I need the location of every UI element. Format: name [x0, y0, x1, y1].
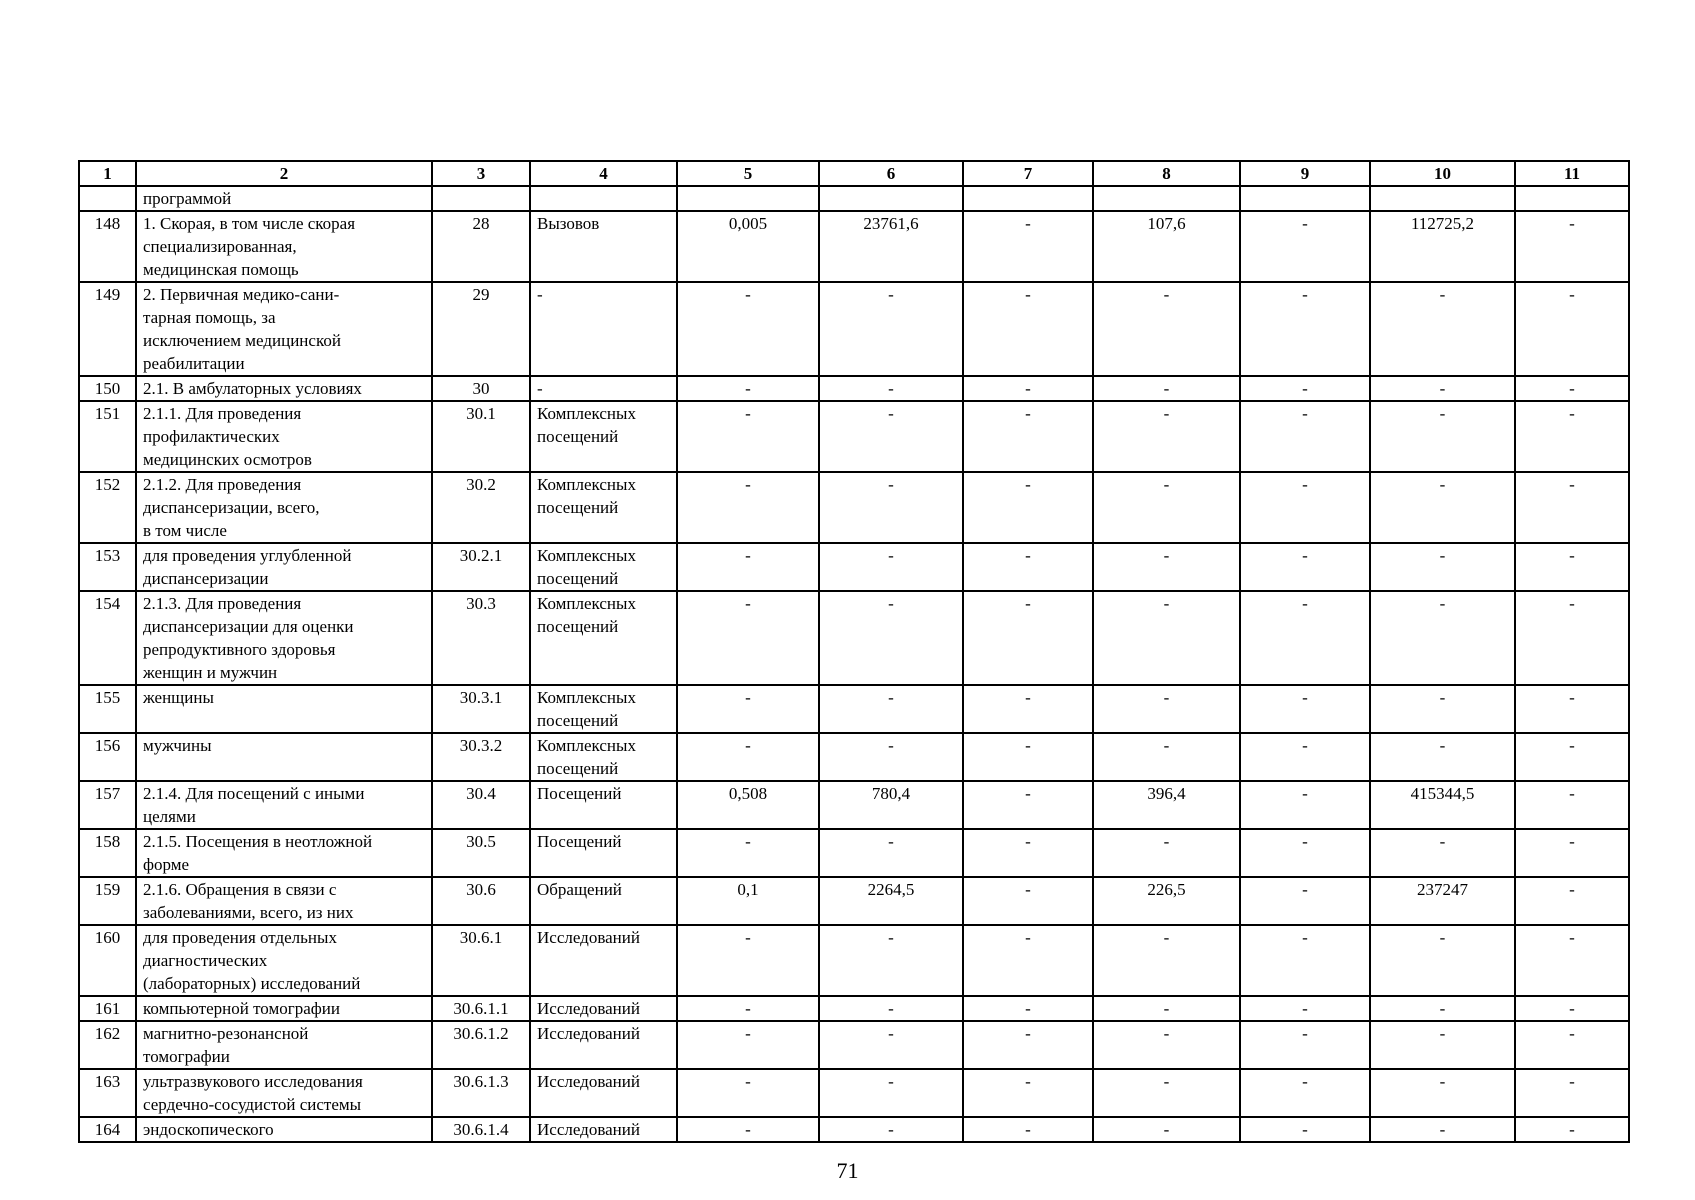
- cell-col5: -: [677, 282, 819, 376]
- indicator-name: 2. Первичная медико-сани- тарная помощь, за исключением медицинской реабилитации: [136, 282, 432, 376]
- cell-col7: -: [963, 1117, 1093, 1142]
- table-row: [79, 1117, 1629, 1142]
- indicator-name: мужчины: [136, 733, 432, 781]
- cell-col5: 0,508: [677, 781, 819, 829]
- cell-col6: -: [819, 472, 963, 543]
- row-number: 152: [79, 472, 136, 543]
- cell-col11: -: [1515, 376, 1629, 401]
- cell-col5: -: [677, 829, 819, 877]
- cell-col10: -: [1370, 543, 1515, 591]
- table-row: [79, 829, 1629, 877]
- row-code: 29: [432, 282, 530, 376]
- cell-col8: -: [1093, 925, 1240, 996]
- cell-col7: -: [963, 376, 1093, 401]
- cell-col5: -: [677, 376, 819, 401]
- cell-col8: -: [1093, 1021, 1240, 1069]
- col-header-10: 10: [1370, 161, 1515, 186]
- cell-col8: -: [1093, 1117, 1240, 1142]
- table-row: [79, 472, 1629, 543]
- cell-col7: -: [963, 1021, 1093, 1069]
- cell-col11: -: [1515, 543, 1629, 591]
- table-row: [79, 781, 1629, 829]
- unit-of-measure: Вызовов: [530, 211, 677, 282]
- cell-col6: -: [819, 1117, 963, 1142]
- unit-of-measure: Исследований: [530, 925, 677, 996]
- cell-col8: -: [1093, 376, 1240, 401]
- unit-of-measure: Исследований: [530, 996, 677, 1021]
- cell-col5: -: [677, 733, 819, 781]
- cell-col5: -: [677, 996, 819, 1021]
- indicator-name: ультразвукового исследования сердечно-сосудистой системы: [136, 1069, 432, 1117]
- cell-col8: -: [1093, 733, 1240, 781]
- row-number: 159: [79, 877, 136, 925]
- unit-of-measure: Комплексных посещений: [530, 543, 677, 591]
- unit-of-measure: Комплексных посещений: [530, 685, 677, 733]
- cell-col6: -: [819, 685, 963, 733]
- cell-col9: -: [1240, 472, 1370, 543]
- table-row: [79, 211, 1629, 282]
- cell-col6: -: [819, 733, 963, 781]
- row-number: 149: [79, 282, 136, 376]
- row-number: 151: [79, 401, 136, 472]
- row-code: 30.3.1: [432, 685, 530, 733]
- row-code: 30.6.1.3: [432, 1069, 530, 1117]
- cell-col5: -: [677, 1069, 819, 1117]
- table-row: [79, 996, 1629, 1021]
- cell-col8: -: [1093, 591, 1240, 685]
- row-number: 160: [79, 925, 136, 996]
- cell-col9: -: [1240, 733, 1370, 781]
- table-row: [79, 376, 1629, 401]
- table-row: [79, 401, 1629, 472]
- indicator-name: для проведения углубленной диспансеризации: [136, 543, 432, 591]
- cell-col5: 0,1: [677, 877, 819, 925]
- cell-col9: -: [1240, 996, 1370, 1021]
- cell-col8: -: [1093, 543, 1240, 591]
- col-header-1: 1: [79, 161, 136, 186]
- col-header-2: 2: [136, 161, 432, 186]
- cell-col6: 23761,6: [819, 211, 963, 282]
- table-row: [79, 733, 1629, 781]
- cell-col9: -: [1240, 282, 1370, 376]
- cell-col10: -: [1370, 1117, 1515, 1142]
- col-header-7: 7: [963, 161, 1093, 186]
- unit-of-measure: Посещений: [530, 829, 677, 877]
- row-code: 30.2: [432, 472, 530, 543]
- col-header-5: 5: [677, 161, 819, 186]
- cell-col5: -: [677, 591, 819, 685]
- cell-col11: -: [1515, 282, 1629, 376]
- indicator-name: 2.1.5. Посещения в неотложной форме: [136, 829, 432, 877]
- unit-of-measure: Обращений: [530, 877, 677, 925]
- cell-col11: -: [1515, 781, 1629, 829]
- indicator-name: 2.1.1. Для проведения профилактических медицинских осмотров: [136, 401, 432, 472]
- row-code: 30.5: [432, 829, 530, 877]
- continuation-row: [79, 186, 1629, 211]
- indicator-name: для проведения отдельных диагностических (лабораторных) исследований: [136, 925, 432, 996]
- cell-col7: -: [963, 781, 1093, 829]
- cell-col6: -: [819, 1021, 963, 1069]
- cell-col10: -: [1370, 401, 1515, 472]
- indicator-name: женщины: [136, 685, 432, 733]
- cell-col9: -: [1240, 1117, 1370, 1142]
- cell-col7: -: [963, 685, 1093, 733]
- row-number: 154: [79, 591, 136, 685]
- cell-col6: -: [819, 376, 963, 401]
- row-number: 164: [79, 1117, 136, 1142]
- row-code: 30: [432, 376, 530, 401]
- table-row: [79, 591, 1629, 685]
- cell-col6: -: [819, 591, 963, 685]
- row-number: 161: [79, 996, 136, 1021]
- indicator-name: 2.1.6. Обращения в связи с заболеваниями, всего, из них: [136, 877, 432, 925]
- cell-col9: -: [1240, 591, 1370, 685]
- cell-col8: -: [1093, 829, 1240, 877]
- cell-col10: -: [1370, 1069, 1515, 1117]
- cell-col7: -: [963, 282, 1093, 376]
- row-code: 30.6: [432, 877, 530, 925]
- cell-col10: -: [1370, 376, 1515, 401]
- page-number: 71: [836, 1158, 859, 1183]
- cell-col6: -: [819, 1069, 963, 1117]
- cell-col10: 112725,2: [1370, 211, 1515, 282]
- cell-col8: -: [1093, 282, 1240, 376]
- row-code: 30.4: [432, 781, 530, 829]
- table-row: [79, 877, 1629, 925]
- cell-col6: -: [819, 401, 963, 472]
- row-number: 157: [79, 781, 136, 829]
- cell-col10: -: [1370, 996, 1515, 1021]
- row-code: 28: [432, 211, 530, 282]
- cell-col6: -: [819, 282, 963, 376]
- cell-col10: -: [1370, 925, 1515, 996]
- row-number: 148: [79, 211, 136, 282]
- cell-col6: 2264,5: [819, 877, 963, 925]
- unit-of-measure: Комплексных посещений: [530, 401, 677, 472]
- data-table: [78, 160, 1630, 1143]
- table-row: [79, 685, 1629, 733]
- cell-col6: -: [819, 829, 963, 877]
- cell-col10: -: [1370, 472, 1515, 543]
- row-code: 30.6.1.2: [432, 1021, 530, 1069]
- unit-of-measure: Посещений: [530, 781, 677, 829]
- cell-col10: -: [1370, 1021, 1515, 1069]
- cell-col9: -: [1240, 401, 1370, 472]
- table-row: [79, 543, 1629, 591]
- table-row: [79, 1069, 1629, 1117]
- col-header-11: 11: [1515, 161, 1629, 186]
- cell-col5: -: [677, 925, 819, 996]
- cell-col11: -: [1515, 877, 1629, 925]
- table-row: [79, 282, 1629, 376]
- cell-col8: -: [1093, 996, 1240, 1021]
- row-code: 30.3: [432, 591, 530, 685]
- cell-col5: -: [677, 685, 819, 733]
- cell-col7: -: [963, 543, 1093, 591]
- cell-col11: -: [1515, 472, 1629, 543]
- cell-col9: -: [1240, 781, 1370, 829]
- unit-of-measure: Исследований: [530, 1021, 677, 1069]
- cell-col7: -: [963, 211, 1093, 282]
- col-header-8: 8: [1093, 161, 1240, 186]
- header-row: [79, 161, 1629, 186]
- cell-col7: -: [963, 733, 1093, 781]
- indicator-name: 2.1.2. Для проведения диспансеризации, всего, в том числе: [136, 472, 432, 543]
- cell-col7: -: [963, 591, 1093, 685]
- cell-col9: -: [1240, 877, 1370, 925]
- unit-of-measure: -: [530, 282, 677, 376]
- cell-col6: -: [819, 925, 963, 996]
- col-header-3: 3: [432, 161, 530, 186]
- table-row: [79, 925, 1629, 996]
- cell-col11: -: [1515, 996, 1629, 1021]
- cell-col9: -: [1240, 543, 1370, 591]
- cell-col11: -: [1515, 591, 1629, 685]
- row-number: 155: [79, 685, 136, 733]
- unit-of-measure: Комплексных посещений: [530, 472, 677, 543]
- cell-col10: -: [1370, 685, 1515, 733]
- cell-col9: -: [1240, 1021, 1370, 1069]
- unit-of-measure: Исследований: [530, 1117, 677, 1142]
- row-code: 30.6.1.4: [432, 1117, 530, 1142]
- table-row: [79, 1021, 1629, 1069]
- col-header-6: 6: [819, 161, 963, 186]
- indicator-name: магнитно-резонансной томографии: [136, 1021, 432, 1069]
- cell-col11: -: [1515, 733, 1629, 781]
- indicator-name: 2.1.4. Для посещений с иными целями: [136, 781, 432, 829]
- cell-col10: -: [1370, 733, 1515, 781]
- cell-col9: -: [1240, 685, 1370, 733]
- cell-col5: 0,005: [677, 211, 819, 282]
- unit-of-measure: Комплексных посещений: [530, 733, 677, 781]
- cell-col10: -: [1370, 282, 1515, 376]
- cell-col8: 107,6: [1093, 211, 1240, 282]
- cell-col8: -: [1093, 472, 1240, 543]
- col-header-9: 9: [1240, 161, 1370, 186]
- cell-col9: -: [1240, 829, 1370, 877]
- cell-col11: -: [1515, 1069, 1629, 1117]
- unit-of-measure: Исследований: [530, 1069, 677, 1117]
- cell-col5: -: [677, 1117, 819, 1142]
- cell-col11: -: [1515, 401, 1629, 472]
- row-code: 30.6.1: [432, 925, 530, 996]
- indicator-name: компьютерной томографии: [136, 996, 432, 1021]
- cell-col5: -: [677, 401, 819, 472]
- cell-col11: -: [1515, 211, 1629, 282]
- cell-col7: -: [963, 401, 1093, 472]
- row-number: 150: [79, 376, 136, 401]
- cell-col6: -: [819, 996, 963, 1021]
- cell-col6: 780,4: [819, 781, 963, 829]
- cell-col6: -: [819, 543, 963, 591]
- row-number: 156: [79, 733, 136, 781]
- indicator-name: 2.1. В амбулаторных условиях: [136, 376, 432, 401]
- cell-col7: -: [963, 925, 1093, 996]
- indicator-name: эндоскопического: [136, 1117, 432, 1142]
- cell-col5: -: [677, 472, 819, 543]
- indicator-name: 1. Скорая, в том числе скорая специализированная, медицинская помощь: [136, 211, 432, 282]
- continuation-text: программой: [136, 186, 432, 211]
- cell-col10: 237247: [1370, 877, 1515, 925]
- row-number: 153: [79, 543, 136, 591]
- cell-col11: -: [1515, 925, 1629, 996]
- cell-col10: -: [1370, 591, 1515, 685]
- cell-col11: -: [1515, 1117, 1629, 1142]
- cell-col7: -: [963, 996, 1093, 1021]
- row-number: 162: [79, 1021, 136, 1069]
- row-number: 158: [79, 829, 136, 877]
- cell-col11: -: [1515, 829, 1629, 877]
- cell-col8: -: [1093, 685, 1240, 733]
- row-code: 30.2.1: [432, 543, 530, 591]
- cell-col8: -: [1093, 1069, 1240, 1117]
- cell-col8: 396,4: [1093, 781, 1240, 829]
- cell-col7: -: [963, 472, 1093, 543]
- cell-col10: 415344,5: [1370, 781, 1515, 829]
- cell-col7: -: [963, 1069, 1093, 1117]
- cell-col9: -: [1240, 925, 1370, 996]
- cell-col11: -: [1515, 685, 1629, 733]
- cell-col5: -: [677, 543, 819, 591]
- cell-col9: -: [1240, 211, 1370, 282]
- cell-col9: -: [1240, 376, 1370, 401]
- indicator-name: 2.1.3. Для проведения диспансеризации для оценки репродуктивного здоровья женщин и мужчин: [136, 591, 432, 685]
- unit-of-measure: -: [530, 376, 677, 401]
- cell-col5: -: [677, 1021, 819, 1069]
- row-number: 163: [79, 1069, 136, 1117]
- row-code: 30.1: [432, 401, 530, 472]
- row-code: 30.6.1.1: [432, 996, 530, 1021]
- unit-of-measure: Комплексных посещений: [530, 591, 677, 685]
- cell-col10: -: [1370, 829, 1515, 877]
- cell-col8: -: [1093, 401, 1240, 472]
- cell-col8: 226,5: [1093, 877, 1240, 925]
- cell-col11: -: [1515, 1021, 1629, 1069]
- cell-col9: -: [1240, 1069, 1370, 1117]
- row-code: 30.3.2: [432, 733, 530, 781]
- col-header-4: 4: [530, 161, 677, 186]
- cell-col7: -: [963, 877, 1093, 925]
- cell-col7: -: [963, 829, 1093, 877]
